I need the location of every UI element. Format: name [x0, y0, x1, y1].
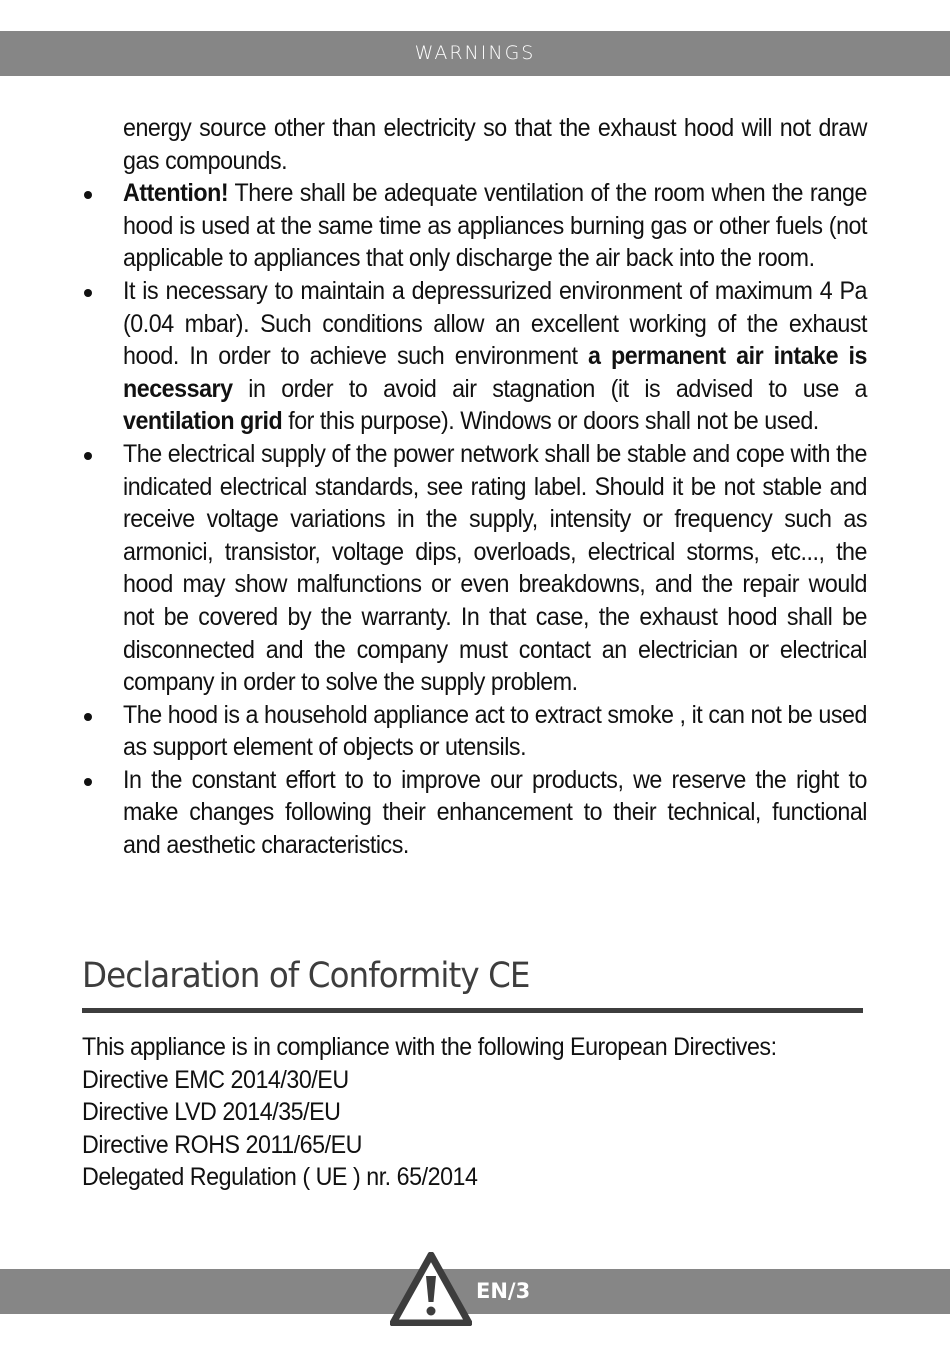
page-number: EN/3 [476, 1279, 531, 1303]
list-item-text: There shall be adequate ventilation of the room when the range hood is used at the same time as appliances burning gas or other fuels (not applicable to appliances that only discharge the air back into the room. [123, 179, 867, 273]
list-item-text: It is necessary to maintain a depressurized environment of maximum 4 Pa (0.04 mbar). Such conditions allow an excellent working of the exhaust hood. In order to achieve such environment [123, 276, 867, 371]
emphasis-text: a permanent air intake is necessary [123, 342, 867, 403]
list-item-text: in order to avoid air stagnation (it is advised to use a [232, 374, 868, 403]
list-item [82, 699, 868, 764]
section-divider [82, 1008, 863, 1013]
continued-text: energy source other than electricity so that the exhaust hood will not draw gas compounds. [123, 114, 867, 175]
directive-item: Directive LVD 2014/35/EU [82, 1098, 341, 1127]
bullet-icon [84, 778, 92, 786]
list-item [82, 275, 868, 438]
emphasis-text: ventilation grid [123, 407, 283, 436]
list-item-text: In the constant effort to to improve our products, we reserve the right to make changes following their enhancement to their technical, functional and aesthetic characteristics. [123, 765, 867, 860]
bullet-icon [84, 191, 92, 199]
list-item-text: The electrical supply of the power network shall be stable and cope with the indicated electrical standards, see rating label. Should it be not stable and receive voltage variations in the supply, intensity or frequency such as armonici, transistor, voltage dips, overloads, electrical storms, etc..., the hood may show malfunctions or even breakdowns, and the repair would not be covered by the warranty. In that case, the exhaust hood shall be disconnected and the company must contact an electrician or electrical company in order to solve the supply problem. [123, 439, 867, 697]
bullet-icon [84, 452, 92, 460]
attention-label: Attention! [123, 179, 229, 208]
directive-item: Directive ROHS 2011/65/EU [82, 1130, 362, 1159]
list-item [82, 764, 868, 862]
footer-bar [0, 1269, 950, 1314]
compliance-statement: This appliance is in compliance with the following European Directives: [82, 1033, 777, 1061]
page-header-title: WARNINGS [414, 42, 536, 64]
warning-triangle-icon [390, 1252, 472, 1326]
section-title: Declaration of Conformity CE [82, 956, 530, 996]
list-item [82, 177, 868, 275]
list-item [82, 438, 868, 699]
bullet-icon [84, 713, 92, 721]
directive-item: Delegated Regulation ( UE ) nr. 65/2014 [82, 1163, 478, 1192]
warnings-section [82, 112, 868, 862]
warnings-list [82, 177, 868, 861]
directive-item: Directive EMC 2014/30/EU [82, 1065, 349, 1094]
continued-paragraph [82, 112, 909, 177]
bullet-icon [84, 289, 92, 297]
directives-block [82, 1031, 882, 1194]
list-item-text: for this purpose). Windows or doors shall not be used. [282, 407, 819, 436]
list-item-text: The hood is a household appliance act to extract smoke , it can not be used as support element of objects or utensils. [123, 700, 867, 762]
